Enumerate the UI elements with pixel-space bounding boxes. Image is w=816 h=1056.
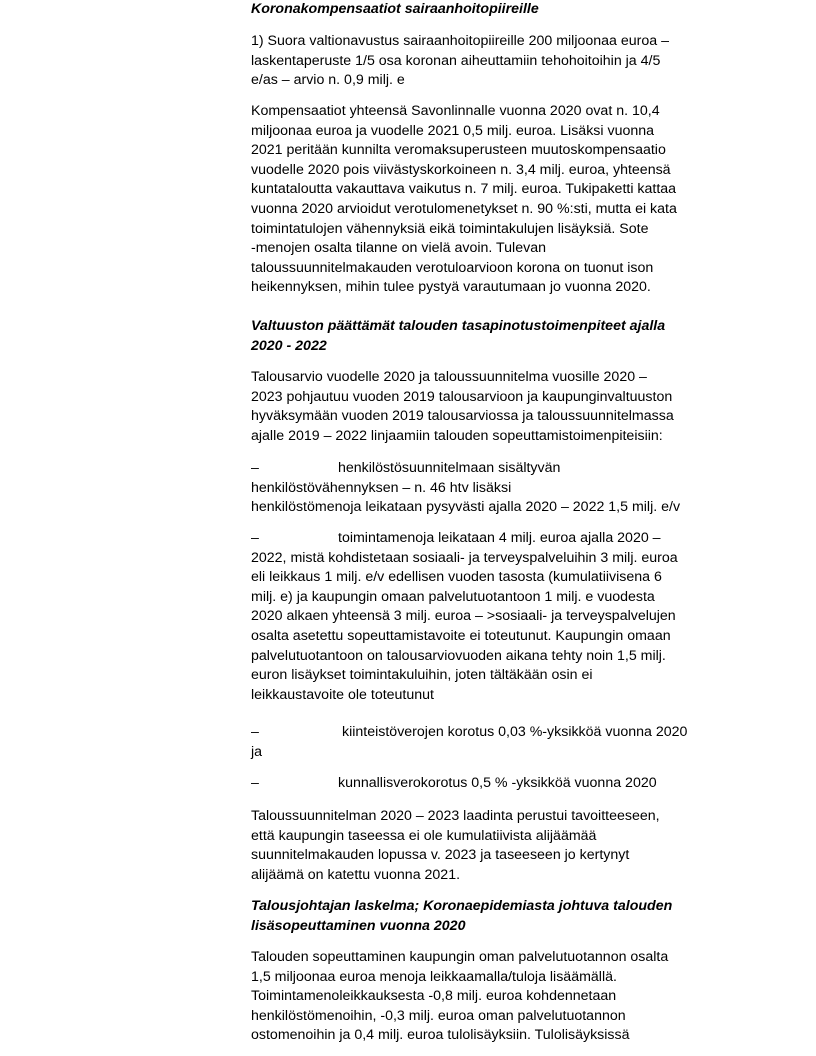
text-line: palvelutuotantoon on talousarviovuoden aikana tehty noin 1,5 milj. (251, 647, 666, 664)
text-line: heikennyksen, mihin tulee pystyä varautumaan jo vuonna 2020. (251, 279, 651, 296)
paragraph-financial-plan-goal (251, 807, 660, 885)
heading-line: 2020 - 2022 (251, 337, 327, 354)
text-line: ajalle 2019 – 2022 linjaamiin talouden sopeuttamistoimenpiteisiin: (251, 427, 663, 444)
text-line: vuonna 2020 arvioidut verotulomenetykset n. 90 %:sti, mutta ei kata (251, 200, 677, 217)
text-line: e/as – arvio n. 0,9 milj. e (251, 72, 405, 89)
text-line: Talouden sopeuttaminen kaupungin oman palvelutuotannon osalta (251, 949, 669, 965)
text-line: miljoonaa euroa ja vuodelle 2021 0,5 milj. euroa. Lisäksi vuonna (251, 122, 655, 139)
list-item-first-line (251, 459, 680, 479)
paragraph-additional-adjustment (251, 948, 668, 1046)
text-line: 1,5 miljoonaa euroa menoja leikkaamalla/tuloja lisäämällä. (251, 968, 617, 985)
text-line: henkilöstömenoihin, -0,3 milj. euroa oman palvelutuotannon (251, 1007, 626, 1024)
heading-line: lisäsopeuttaminen vuonna 2020 (251, 917, 466, 934)
text-line: alijäämä on katettu vuonna 2021. (251, 866, 461, 883)
text-line: milj. e) ja kaupungin omaan palvelutuotantoon 1 milj. e vuodesta (251, 588, 655, 605)
text-line: laskentaperuste 1/5 osa koronan aiheuttamiin tehohoitoihin ja 4/5 (251, 52, 661, 69)
heading-council-measures (251, 317, 665, 356)
heading-line: Talousjohtajan laskelma; Koronaepidemiasta johtuva talouden (251, 898, 673, 914)
dash-marker: – (251, 724, 259, 740)
list-item-first-line (251, 774, 657, 794)
list-item-staff-reduction (251, 459, 680, 518)
text-line: 2021 peritään kunnilta veromaksuperusteen muutoskompensaatio (251, 142, 666, 159)
text-line: henkilöstövähennyksen – n. 46 htv lisäksi (251, 479, 512, 496)
paragraph-budget-basis (251, 368, 674, 446)
list-item-first-line (251, 723, 687, 743)
text-line: että kaupungin taseessa ei ole kumulatiivista alijäämää (251, 827, 597, 844)
dash-marker: – (251, 530, 259, 546)
list-item-text: kunnallisverokorotus 0,5 % -yksikköä vuonna 2020 (338, 775, 657, 791)
text-line: Talousarvio vuodelle 2020 ja taloussuunnitelma vuosille 2020 – (251, 369, 647, 385)
text-line: vuodelle 2020 pois viivästyskorkoineen n. 3,4 milj. euroa, yhteensä (251, 161, 671, 178)
text-line: euron lisäykset toimintakuluihin, joten tältäkään osin ei (251, 667, 593, 684)
heading-line: Koronakompensaatiot sairaanhoitopiireille (251, 1, 539, 17)
text-line: ostomenoihin ja 0,4 milj. euroa tulolisäyksiin. Tulolisäyksissä (251, 1027, 630, 1044)
list-item-text: toimintamenoja leikataan 4 milj. euroa ajalla 2020 – (338, 530, 661, 546)
text-line: taloussuunnitelmakauden verotuloarvioon korona on tuonut ison (251, 259, 654, 276)
text-line: Taloussuunnitelman 2020 – 2023 laadinta perustui tavoitteeseen, (251, 808, 660, 824)
text-line: hyväksymään vuoden 2019 talousarviossa ja taloussuunnitelmassa (251, 408, 674, 425)
dash-marker: – (251, 775, 259, 791)
text-line: osalta asetettu sopeuttamistavoite ei toteutunut. Kaupungin omaan (251, 627, 671, 644)
paragraph-compensations-total (251, 102, 677, 298)
list-item-text: henkilöstösuunnitelmaan sisältyvän (338, 460, 561, 476)
text-line: kuntataloutta vakauttava vaikutus n. 7 milj. euroa. Tukipaketti kattaa (251, 181, 677, 198)
paragraph-direct-aid (251, 32, 669, 91)
text-line: eli leikkaus 1 milj. e/v edellisen vuoden tasosta (kumulatiivisena 6 (251, 569, 662, 586)
text-line: 2023 pohjautuu vuoden 2019 talousarvioon ja kaupunginvaltuuston (251, 388, 673, 405)
heading-korona-compensations (251, 0, 539, 20)
text-line: Kompensaatiot yhteensä Savonlinnalle vuonna 2020 ovat n. 10,4 (251, 103, 660, 119)
heading-cfo-calculation (251, 897, 672, 936)
list-item-text: kiinteistöverojen korotus 0,03 %-yksikköä vuonna 2020 (342, 724, 688, 740)
list-item-property-tax (251, 723, 687, 762)
text-line: suunnitelmakauden lopussa v. 2023 ja taseeseen jo kertynyt (251, 847, 630, 864)
dash-marker: – (251, 460, 259, 476)
text-line: Toimintamenoleikkauksesta -0,8 milj. euroa kohdennetaan (251, 988, 617, 1005)
text-line: -menojen osalta tilanne on vielä avoin. Tulevan (251, 240, 546, 257)
list-item-operating-cuts (251, 529, 678, 705)
text-line: toimintatulojen vähennyksiä eikä toimintakulujen lisäyksiä. Sote (251, 220, 649, 237)
text-line: 2020 alkaen yhteensä 3 milj. euroa – >sosiaali- ja terveyspalvelujen (251, 608, 676, 625)
list-item-municipal-tax (251, 774, 657, 794)
text-line: leikkaustavoite ole toteutunut (251, 686, 434, 703)
heading-line: Valtuuston päättämät talouden tasapinotustoimenpiteet ajalla (251, 318, 666, 334)
text-line: henkilöstömenoja leikataan pysyvästi ajalla 2020 – 2022 1,5 milj. e/v (251, 499, 681, 516)
text-line: 1) Suora valtionavustus sairaanhoitopiireille 200 miljoonaa euroa – (251, 33, 669, 49)
text-line: 2022, mistä kohdistetaan sosiaali- ja terveyspalveluihin 3 milj. euroa (251, 549, 678, 566)
text-line: ja (251, 743, 263, 760)
list-item-first-line (251, 529, 678, 549)
